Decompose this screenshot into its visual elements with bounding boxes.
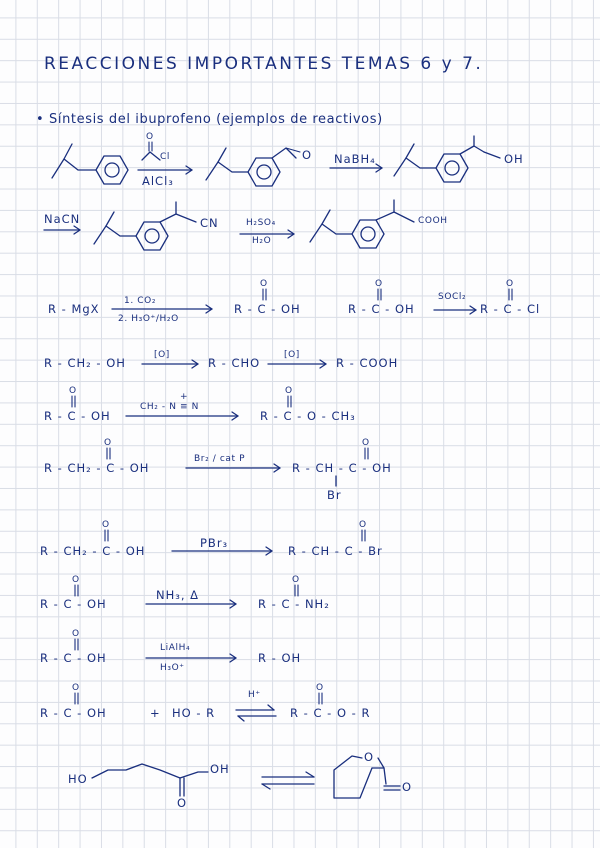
r9-reagent: HO - R: [172, 706, 216, 720]
nitrile-structure: [94, 202, 196, 250]
hydroxybutanoic-acid-structure: [92, 764, 208, 796]
r8-reagent-bottom: H₃O⁺: [160, 663, 185, 673]
acetyl-chloride-structure: [142, 142, 160, 160]
nitrile-label: CN: [200, 216, 219, 230]
r3-reagent-1: [O]: [154, 350, 170, 360]
r4-left-carbonyl-o: O: [69, 386, 77, 396]
acyl-o-label: O: [146, 132, 154, 142]
lactone-ring-o-label: O: [364, 750, 375, 764]
ibuprofen-structure: [310, 200, 414, 248]
r5-right: R - CH - C - OH: [292, 461, 392, 475]
r5-reagent: Br₂ / cat P: [194, 454, 246, 464]
acid-oh-label: OH: [210, 762, 230, 776]
r2-reagent: SOCl₂: [438, 292, 467, 302]
step1-reagent: AlCl₃: [142, 174, 174, 188]
r3-right: R - COOH: [336, 356, 399, 370]
r9-catalyst: H⁺: [248, 690, 261, 700]
r2-left-carbonyl-o: O: [375, 279, 383, 289]
acid-carbonyl-o-label: O: [177, 796, 188, 810]
page-title: REACCIONES IMPORTANTES TEMAS 6 y 7.: [44, 54, 484, 74]
r7-right-carbonyl-o: O: [292, 575, 300, 585]
r4-right: R - C - O - CH₃: [260, 409, 356, 423]
r4-left: R - C - OH: [44, 409, 111, 423]
r5-left-carbonyl-o: O: [104, 438, 112, 448]
r4-right-carbonyl-o: O: [285, 386, 293, 396]
hydroxy-label: HO: [68, 772, 88, 786]
acid-label: COOH: [418, 216, 448, 226]
r1-reagent-top: 1. CO₂: [124, 296, 157, 306]
step4-reagent-top: H₂SO₄: [246, 218, 276, 228]
r6-left: R - CH₂ - C - OH: [40, 544, 146, 558]
r8-left: R - C - OH: [40, 651, 107, 665]
r7-left-carbonyl-o: O: [72, 575, 80, 585]
step4-reagent-bottom: H₂O: [252, 236, 272, 246]
r5-right-carbonyl-o: O: [362, 438, 370, 448]
r8-right: R - OH: [258, 651, 302, 665]
r7-reagent: NH₃, Δ: [156, 588, 200, 602]
r4-charge: +: [180, 392, 189, 402]
step2-reagent: NaBH₄: [334, 152, 376, 166]
r5-substituent: Br: [327, 488, 342, 502]
r2-left: R - C - OH: [348, 302, 415, 316]
isobutylbenzene-structure: [52, 144, 128, 184]
r1-reagent-bottom: 2. H₃O⁺/H₂O: [118, 314, 179, 324]
r4-reagent: CH₂ - N ≡ N: [140, 402, 199, 412]
r3-reagent-2: [O]: [284, 350, 300, 360]
r8-left-carbonyl-o: O: [72, 629, 80, 639]
r7-right: R - C - NH₂: [258, 597, 330, 611]
r9-plus: +: [150, 706, 161, 720]
r3-left: R - CH₂ - OH: [44, 356, 126, 370]
r9-right: R - C - O - R: [290, 706, 371, 720]
section-heading: • Síntesis del ibuprofeno (ejemplos de reactivos): [36, 112, 383, 127]
r3-mid: R - CHO: [208, 356, 261, 370]
r8-reagent-top: LiAlH₄: [160, 643, 191, 653]
r6-right-carbonyl-o: O: [359, 520, 367, 530]
r1-right: R - C - OH: [234, 302, 301, 316]
r1-carbonyl-o: O: [260, 279, 268, 289]
r2-right: R - C - Cl: [480, 302, 541, 316]
r9-right-carbonyl-o: O: [316, 683, 324, 693]
r9-left-carbonyl-o: O: [72, 683, 80, 693]
r6-right: R - CH - C - Br: [288, 544, 383, 558]
r6-reagent: PBr₃: [200, 536, 229, 550]
step3-reagent: NaCN: [44, 212, 81, 226]
r6-left-carbonyl-o: O: [102, 520, 110, 530]
r7-left: R - C - OH: [40, 597, 107, 611]
ketone-o-label: O: [302, 148, 313, 162]
acyl-cl-label: Cl: [160, 152, 170, 162]
lactone-carbonyl-o-label: O: [402, 780, 413, 794]
r5-left: R - CH₂ - C - OH: [44, 461, 150, 475]
r2-right-carbonyl-o: O: [506, 279, 514, 289]
alcohol-oh-label: OH: [504, 152, 524, 166]
r9-left: R - C - OH: [40, 706, 107, 720]
ketone-structure: [206, 148, 300, 186]
r1-left: R - MgX: [48, 302, 100, 316]
alcohol-structure: [394, 136, 500, 182]
